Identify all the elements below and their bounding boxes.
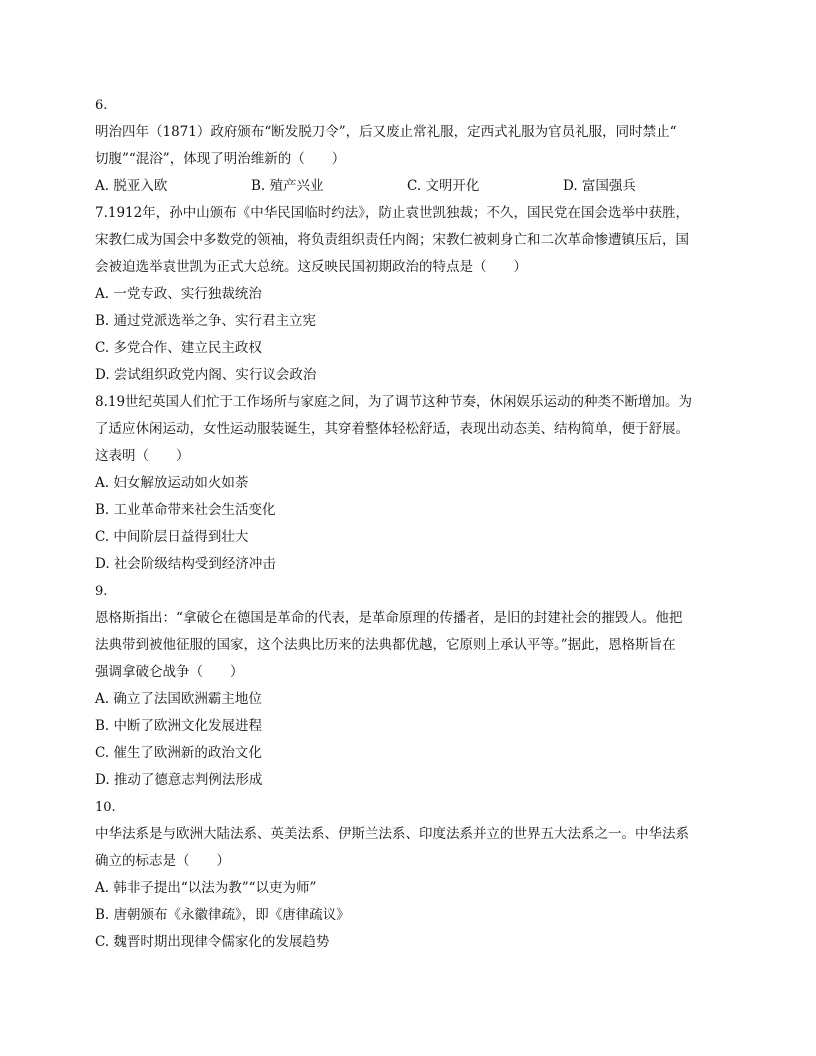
option-d: D. 社会阶级结构受到经济冲击 xyxy=(95,556,276,572)
option-c: C. 催生了欧洲新的政治文化 xyxy=(95,745,262,761)
question-stem-line: 7.1912年，孙中山颁布《中华民国临时约法》，防止袁世凯独裁；不久，国民党在国会选举中获胜， xyxy=(95,205,689,221)
option-d: D. 推动了德意志判例法形成 xyxy=(95,772,263,788)
question-stem-line: 宋教仁成为国会中多数党的领袖，将负责组织责任内阁；宋教仁被刺身亡和二次革命惨遭镇压后，国 xyxy=(95,232,689,248)
option-a: A. 妇女解放运动如火如荼 xyxy=(95,475,249,491)
question-9 xyxy=(95,578,725,794)
question-stem-line: 恩格斯指出：“拿破仑在德国是革命的代表，是革命原理的传播者，是旧的封建社会的摧毁人。他把 xyxy=(95,610,683,626)
option-d: D. 富国强兵 xyxy=(563,178,636,194)
option-b: B. 殖产兴业 xyxy=(251,178,324,194)
option-a: A. 一党专政、实行独裁统治 xyxy=(95,286,262,302)
option-row xyxy=(95,173,725,200)
exam-page xyxy=(95,92,725,956)
question-8 xyxy=(95,389,725,578)
question-stem-line: 中华法系是与欧洲大陆法系、英美法系、伊斯兰法系、印度法系并立的世界五大法系之一。中华法系 xyxy=(95,826,689,842)
option-c: C. 中间阶层日益得到壮大 xyxy=(95,529,249,545)
question-stem-line: 强调拿破仑战争（ ） xyxy=(95,664,244,680)
question-stem-line: 会被迫选举袁世凯为正式大总统。这反映民国初期政治的特点是（ ） xyxy=(95,259,527,275)
question-stem-line: 切腹”“混浴”，体现了明治维新的（ ） xyxy=(95,151,346,167)
question-stem-line: 这表明（ ） xyxy=(95,448,190,464)
question-number: 9. xyxy=(95,584,108,599)
option-b: B. 通过党派选举之争、实行君主立宪 xyxy=(95,313,317,329)
question-stem-line: 法典带到被他征服的国家，这个法典比历来的法典都优越，它原则上承认平等。”据此，恩格斯旨在 xyxy=(95,637,676,653)
question-stem-line: 8.19世纪英国人们忙于工作场所与家庭之间，为了调节这种节奏，休闲娱乐运动的种类不断增加。为 xyxy=(95,394,693,410)
option-c: C. 多党合作、建立民主政权 xyxy=(95,340,262,356)
question-stem-line: 确立的标志是（ ） xyxy=(95,853,230,869)
option-a: A. 脱亚入欧 xyxy=(95,178,168,194)
option-b: B. 中断了欧洲文化发展进程 xyxy=(95,718,263,734)
option-a: A. 韩非子提出“以法为教”“以吏为师” xyxy=(95,880,317,896)
option-a: A. 确立了法国欧洲霸主地位 xyxy=(95,691,262,707)
option-c: C. 文明开化 xyxy=(407,178,480,194)
question-stem-line: 明治四年（1871）政府颁布“断发脱刀令”，后又废止常礼服，定西式礼服为官员礼服，同时禁止“ xyxy=(95,124,677,140)
question-stem-line: 了适应休闲运动，女性运动服装诞生，其穿着整体轻松舒适，表现出动态美、结构简单，便于舒展。 xyxy=(95,421,689,437)
option-c: C. 魏晋时期出现律令儒家化的发展趋势 xyxy=(95,934,330,950)
option-b: B. 工业革命带来社会生活变化 xyxy=(95,502,276,518)
question-number: 6. xyxy=(95,98,108,113)
option-d: D. 尝试组织政党内阁、实行议会政治 xyxy=(95,367,317,383)
question-6 xyxy=(95,92,725,200)
option-b: B. 唐朝颁布《永徽律疏》，即《唐律疏议》 xyxy=(95,907,350,923)
question-number: 10. xyxy=(95,800,116,815)
question-7 xyxy=(95,200,725,389)
question-10 xyxy=(95,794,725,956)
